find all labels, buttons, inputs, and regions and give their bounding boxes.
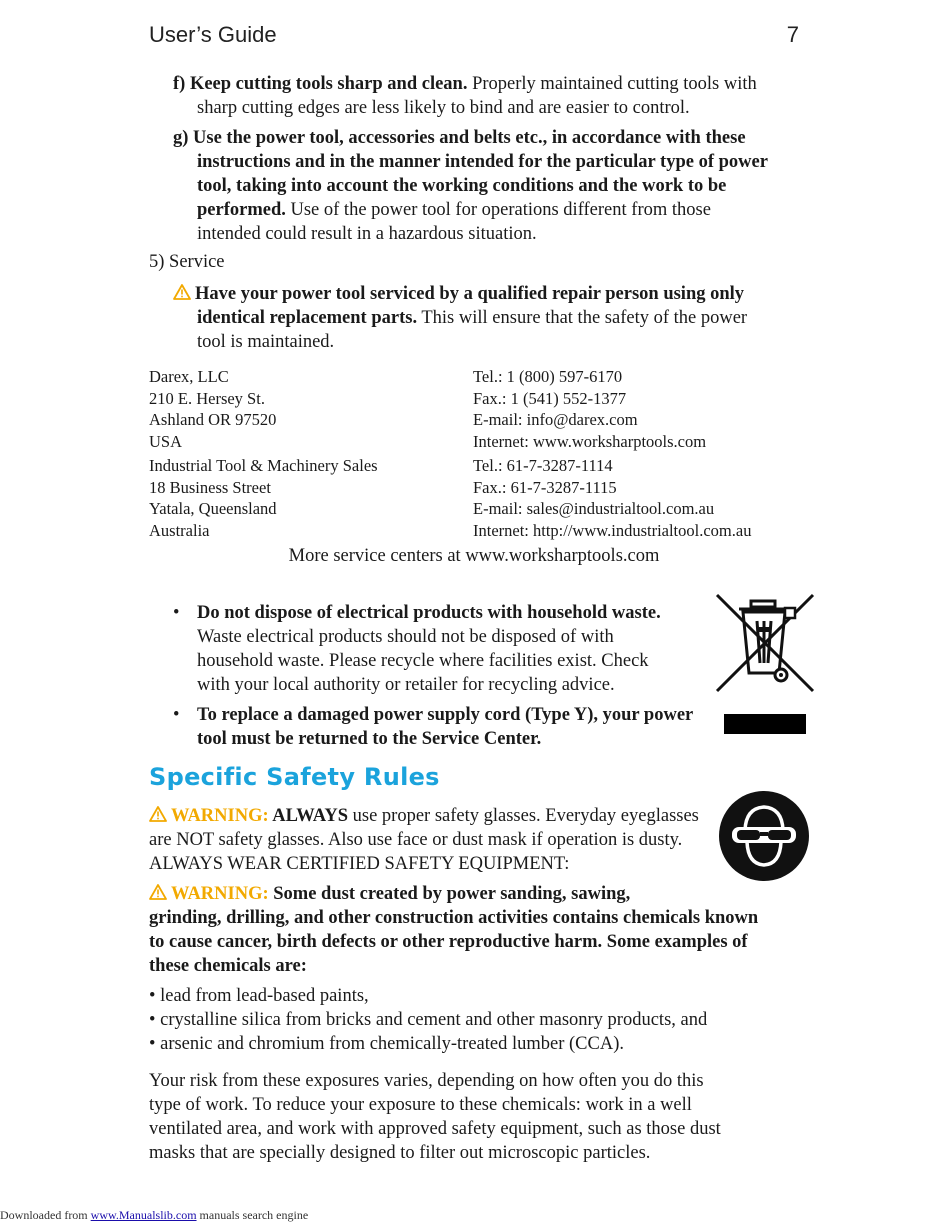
risk-line: masks that are specially designed to filter out microscopic particles. <box>149 1143 651 1163</box>
warning-glasses <box>149 804 719 876</box>
safety-goggles-icon <box>718 790 810 882</box>
service-rule <box>173 282 783 354</box>
address-line: Australia <box>149 520 210 540</box>
contact-line: Internet: www.worksharptools.com <box>473 431 707 451</box>
service-line2: This will ensure that the safety of the power <box>417 308 748 328</box>
warning-triangle-icon <box>149 806 167 822</box>
risk-paragraph <box>149 1069 799 1165</box>
chemicals-list <box>149 984 799 1056</box>
contact-au <box>473 455 751 541</box>
rule-g-bold-end: performed. <box>197 200 286 220</box>
list-item <box>173 601 703 697</box>
address-line: 18 Business Street <box>149 477 271 497</box>
contact-line: Fax.: 1 (541) 552-1377 <box>473 388 627 408</box>
contact-line: E-mail: sales@industrialtool.com.au <box>473 499 715 518</box>
disposal-line: with your local authority or retailer for recycling advice. <box>197 675 615 695</box>
bin-underline-bar <box>724 714 806 734</box>
disposal-line: household waste. Please recycle where facilities exist. Check <box>197 651 649 671</box>
footer-suffix: manuals search engine <box>196 1208 309 1222</box>
address-line: 210 E. Hersey St. <box>149 388 265 408</box>
contact-line: E-mail: info@darex.com <box>473 410 638 429</box>
warning-text: use proper safety glasses. Everyday eyeglasses <box>348 806 699 826</box>
risk-line: type of work. To reduce your exposure to these chemicals: work in a well <box>149 1095 692 1115</box>
list-item: • arsenic and chromium from chemically-treated lumber (CCA). <box>149 1034 624 1054</box>
warning-label: WARNING: <box>171 884 269 904</box>
warning-text-line: these chemicals are: <box>149 956 307 976</box>
manualslib-link[interactable]: www.Manualslib.com <box>90 1208 197 1222</box>
address-line: USA <box>149 431 183 451</box>
disposal-bullets <box>173 601 703 757</box>
disposal-line: Waste electrical products should not be disposed of with <box>197 627 614 647</box>
address-line: Darex, LLC <box>149 367 229 386</box>
address-us <box>149 366 276 452</box>
service-line1: Have your power tool serviced by a qualified repair person using only <box>195 284 745 304</box>
list-item: • crystalline silica from bricks and cement and other masonry products, and <box>149 1010 708 1030</box>
service-line3: tool is maintained. <box>197 332 335 352</box>
warning-label: WARNING: <box>171 806 269 826</box>
rule-g-line5: intended could result in a hazardous situation. <box>197 224 537 244</box>
risk-line: Your risk from these exposures varies, depending on how often you do this <box>149 1071 704 1091</box>
contact-us <box>473 366 706 452</box>
footer-prefix: Downloaded from <box>0 1208 91 1222</box>
always-text: ALWAYS <box>272 806 349 826</box>
service-line2-bold: identical replacement parts. <box>197 308 418 328</box>
header-title: User’s Guide <box>149 22 277 47</box>
warning-triangle-icon <box>149 884 167 900</box>
warning-text-line: ALWAYS WEAR CERTIFIED SAFETY EQUIPMENT: <box>149 854 570 874</box>
address-line: Ashland OR 97520 <box>149 410 277 429</box>
address-au <box>149 455 378 541</box>
risk-line: ventilated area, and work with approved safety equipment, such as those dust <box>149 1119 721 1139</box>
disposal-bold: Do not dispose of electrical products with household waste. <box>197 603 661 623</box>
section-heading: Specific Safety Rules <box>149 763 440 791</box>
page-number: 7 <box>786 22 799 47</box>
rule-g <box>173 126 783 246</box>
warning-text: Some dust created by power sanding, sawing, <box>273 884 631 904</box>
address-line: Industrial Tool & Machinery Sales <box>149 456 378 475</box>
contact-line: Fax.: 61-7-3287-1115 <box>473 477 617 497</box>
list-item <box>173 703 703 751</box>
bullet-dot: • <box>173 603 180 623</box>
rule-g-line2: instructions and in the manner intended for the particular type of power <box>197 152 768 172</box>
contact-line: Tel.: 61-7-3287-1114 <box>473 456 613 475</box>
rule-f-line2: sharp cutting edges are less likely to bind and are easier to control. <box>197 98 690 118</box>
list-item: • lead from lead-based paints, <box>149 986 369 1006</box>
rule-f-bold: f) Keep cutting tools sharp and clean. <box>173 74 468 94</box>
rule-g-line3: tool, taking into account the working conditions and the work to be <box>197 176 727 196</box>
download-footer <box>0 1208 308 1223</box>
warning-triangle-icon <box>173 284 191 300</box>
contact-line: Internet: http://www.industrialtool.com.au <box>473 520 752 540</box>
rule-g-line4: Use of the power tool for operations different from those <box>285 200 711 220</box>
page-header <box>149 22 799 52</box>
warning-text-line: to cause cancer, birth defects or other reproductive harm. Some examples of <box>149 932 748 952</box>
more-service-centers: More service centers at www.worksharptools.com <box>288 546 660 566</box>
bullet-dot: • <box>173 705 180 725</box>
rule-g-line1: g) Use the power tool, accessories and belts etc., in accordance with these <box>173 128 746 148</box>
cord-line1: To replace a damaged power supply cord (Type Y), your power <box>197 705 694 725</box>
warning-chemicals <box>149 882 799 978</box>
warning-text-line: are NOT safety glasses. Also use face or dust mask if operation is dusty. <box>149 830 683 850</box>
crossed-out-wheelie-bin-icon <box>713 591 817 697</box>
warning-text-line: grinding, drilling, and other construction activities contains chemicals known <box>149 908 759 928</box>
contact-line: Tel.: 1 (800) 597-6170 <box>473 367 623 386</box>
rule-f <box>173 72 783 120</box>
cord-line2: tool must be returned to the Service Center. <box>197 729 542 749</box>
service-heading: 5) Service <box>149 252 225 272</box>
rule-f-text: Properly maintained cutting tools with <box>467 74 757 94</box>
address-line: Yatala, Queensland <box>149 499 277 518</box>
